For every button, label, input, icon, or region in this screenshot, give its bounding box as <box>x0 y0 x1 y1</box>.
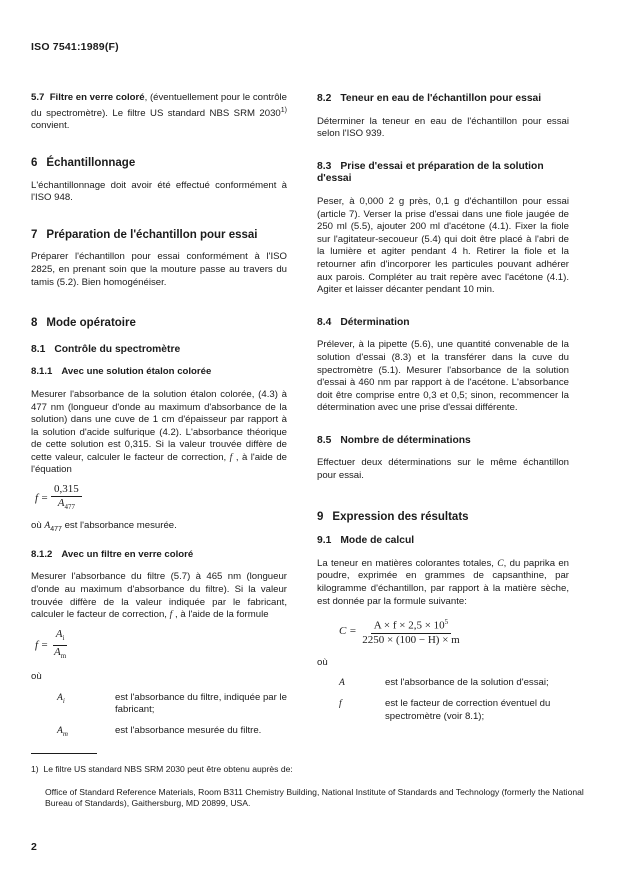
equation-f-standard: f = $\frac{0,315}{A_{477}}$ <box>35 483 287 514</box>
section-5-7-title: Filtre en verre coloré <box>49 92 145 103</box>
document-header: ISO 7541:1989(F) <box>31 41 119 53</box>
section-8-2-heading: 8.2 Teneur en eau de l'échantillon pour essai <box>317 93 542 104</box>
definition-f: f est le facteur de correction éventuel du spectromètre (voir 8.1); <box>339 698 551 722</box>
section-8-4-heading: 8.4 Détermination <box>317 316 410 328</box>
section-8-3-text: Peser, à 0,000 2 g près, 0,1 g d'échantillon pour essai (article 7). Verser la prise d'essai dans une fiole jaugée de 250 ml (5.5), ajouter 200 ml d'acétone (4.1). Fixer la fiole sur l'agitateur-secoueur (5.4) qui doit être placé à l'abri de la lumière et agiter pendant 4 h. Retirer la fiole et la retourner afin d'incorporer les particules pouvant adhérer aux parois. Compléter au trait repère avec l'acétone (4.1). Agiter et laisser décanter pendant 10 min. <box>317 195 569 296</box>
section-6-heading: 6 Échantillonnage <box>31 156 136 169</box>
equation-f-standard-note: où $A_{477}$ est l'absorbance mesurée. <box>31 520 177 534</box>
section-5-7: 5.7 Filtre en verre coloré, (éventuellement pour le contrôle du spectromètre). Le filtre US standard NBS SRM 2030$^{1)}$ convient. <box>31 92 287 132</box>
section-8-5-text: Effectuer deux déterminations sur le même échantillon pour essai. <box>317 457 569 482</box>
equation-f-filter: f = $\frac{A_i}{A_m}$ <box>35 627 67 661</box>
section-8-1-1-heading: 8.1.1 Avec une solution étalon colorée <box>31 366 212 378</box>
section-9-1-heading: 9.1 Mode de calcul <box>317 535 415 547</box>
section-8-1-heading: 8.1 Contrôle du spectromètre <box>31 343 181 355</box>
where-label: où <box>31 671 42 683</box>
filter-definitions <box>31 692 287 741</box>
section-8-5-heading: 8.5 Nombre de déterminations <box>317 434 471 446</box>
footnote-line-1: 1) Le filtre US standard NBS SRM 2030 peut être obtenu auprès de: <box>31 764 293 774</box>
section-8-2-text: Déterminer la teneur en eau de l'échantillon pour essai selon l'ISO 939. <box>317 115 569 140</box>
equation-colorant-content: C = $\frac{A \times f \times 2,5 \times 10^5}{2250 \times (100 - H) \times m}$ <box>339 618 460 646</box>
footnote-divider <box>31 753 97 754</box>
section-8-3-heading: 8.3 Prise d'essai et préparation de la solution d'essai <box>317 160 544 185</box>
section-8-4-text: Prélever, à la pipette (5.6), une quantité convenable de la solution d'essai (8.3) et la transférer dans la cuve du spectromètre (5.1). Mesurer l'absorbance de la solution d'essai à 460 nm par rapport à de l'acétone. L'absorbance doit être comprise entre 0,3 et 0,5; sinon, recommencer la détermination avec une prise d'essai différente. <box>317 339 569 414</box>
section-8-1-2-heading: 8.1.2 Avec un filtre en verre coloré <box>31 548 194 560</box>
definition-ai: $A_i$ est l'absorbance du filtre, indiquée par le fabricant; <box>57 691 287 716</box>
section-7-heading: 7 Préparation de l'échantillon pour essai <box>31 228 258 241</box>
result-definitions <box>317 677 569 723</box>
section-6-text: L'échantillonnage doit avoir été effectué conformément à l'ISO 948. <box>31 179 287 204</box>
footnote-line-2: Office of Standard Reference Materials, Room B311 Chemistry Building, National Institute of Standards and Technology (formerly the National Bureau of Standards), Gaithersburg, MD 20899, USA. <box>45 787 584 809</box>
definition-a: A est l'absorbance de la solution d'essai; <box>339 677 549 689</box>
section-8-1-1-text: Mesurer l'absorbance de la solution étalon colorée, (4.3) à 477 nm (longueur d'onde au maximum d'absorbance de la solution) dans une cuve de 1 cm d'épaisseur par rapport à la solution d'acide sulfurique (4.2). L'absorbance théorique de cette solution est 0,315. Si la valeur trouvée diffère de cette valeur, calculer le facteur de correction, f , à l'aide de l'équation <box>31 388 287 476</box>
definition-am: $A_m$ est l'absorbance mesurée du filtre. <box>57 724 262 738</box>
section-9-1-text: La teneur en matières colorantes totales, C, du paprika en poudre, exprimée en grammes de capsanthine, par kilogramme d'échantillon, par rapport à la matière sèche, est donnée par la formule suivante: <box>317 557 569 607</box>
where-label: où <box>317 656 328 668</box>
section-9-heading: 9 Expression des résultats <box>317 510 469 523</box>
page-number: 2 <box>31 841 37 853</box>
footnote-ref: 1) <box>280 106 287 114</box>
left-column <box>31 92 287 740</box>
section-7-text: Préparer l'échantillon pour essai conformément à l'ISO 2825, en prenant soin que la mouture passe au travers du tamis (5.2). Bien homogénéiser. <box>31 251 287 288</box>
right-column <box>317 93 569 723</box>
section-8-1-2-text: Mesurer l'absorbance du filtre (5.7) à 465 nm (longueur d'onde au maximum d'absorbance du filtre). Si la valeur trouvée diffère de la valeur indiquée par le fabricant, calculer le facteur de correction, f , à l'aide de la formule <box>31 571 287 621</box>
section-8-heading: 8 Mode opératoire <box>31 317 136 330</box>
